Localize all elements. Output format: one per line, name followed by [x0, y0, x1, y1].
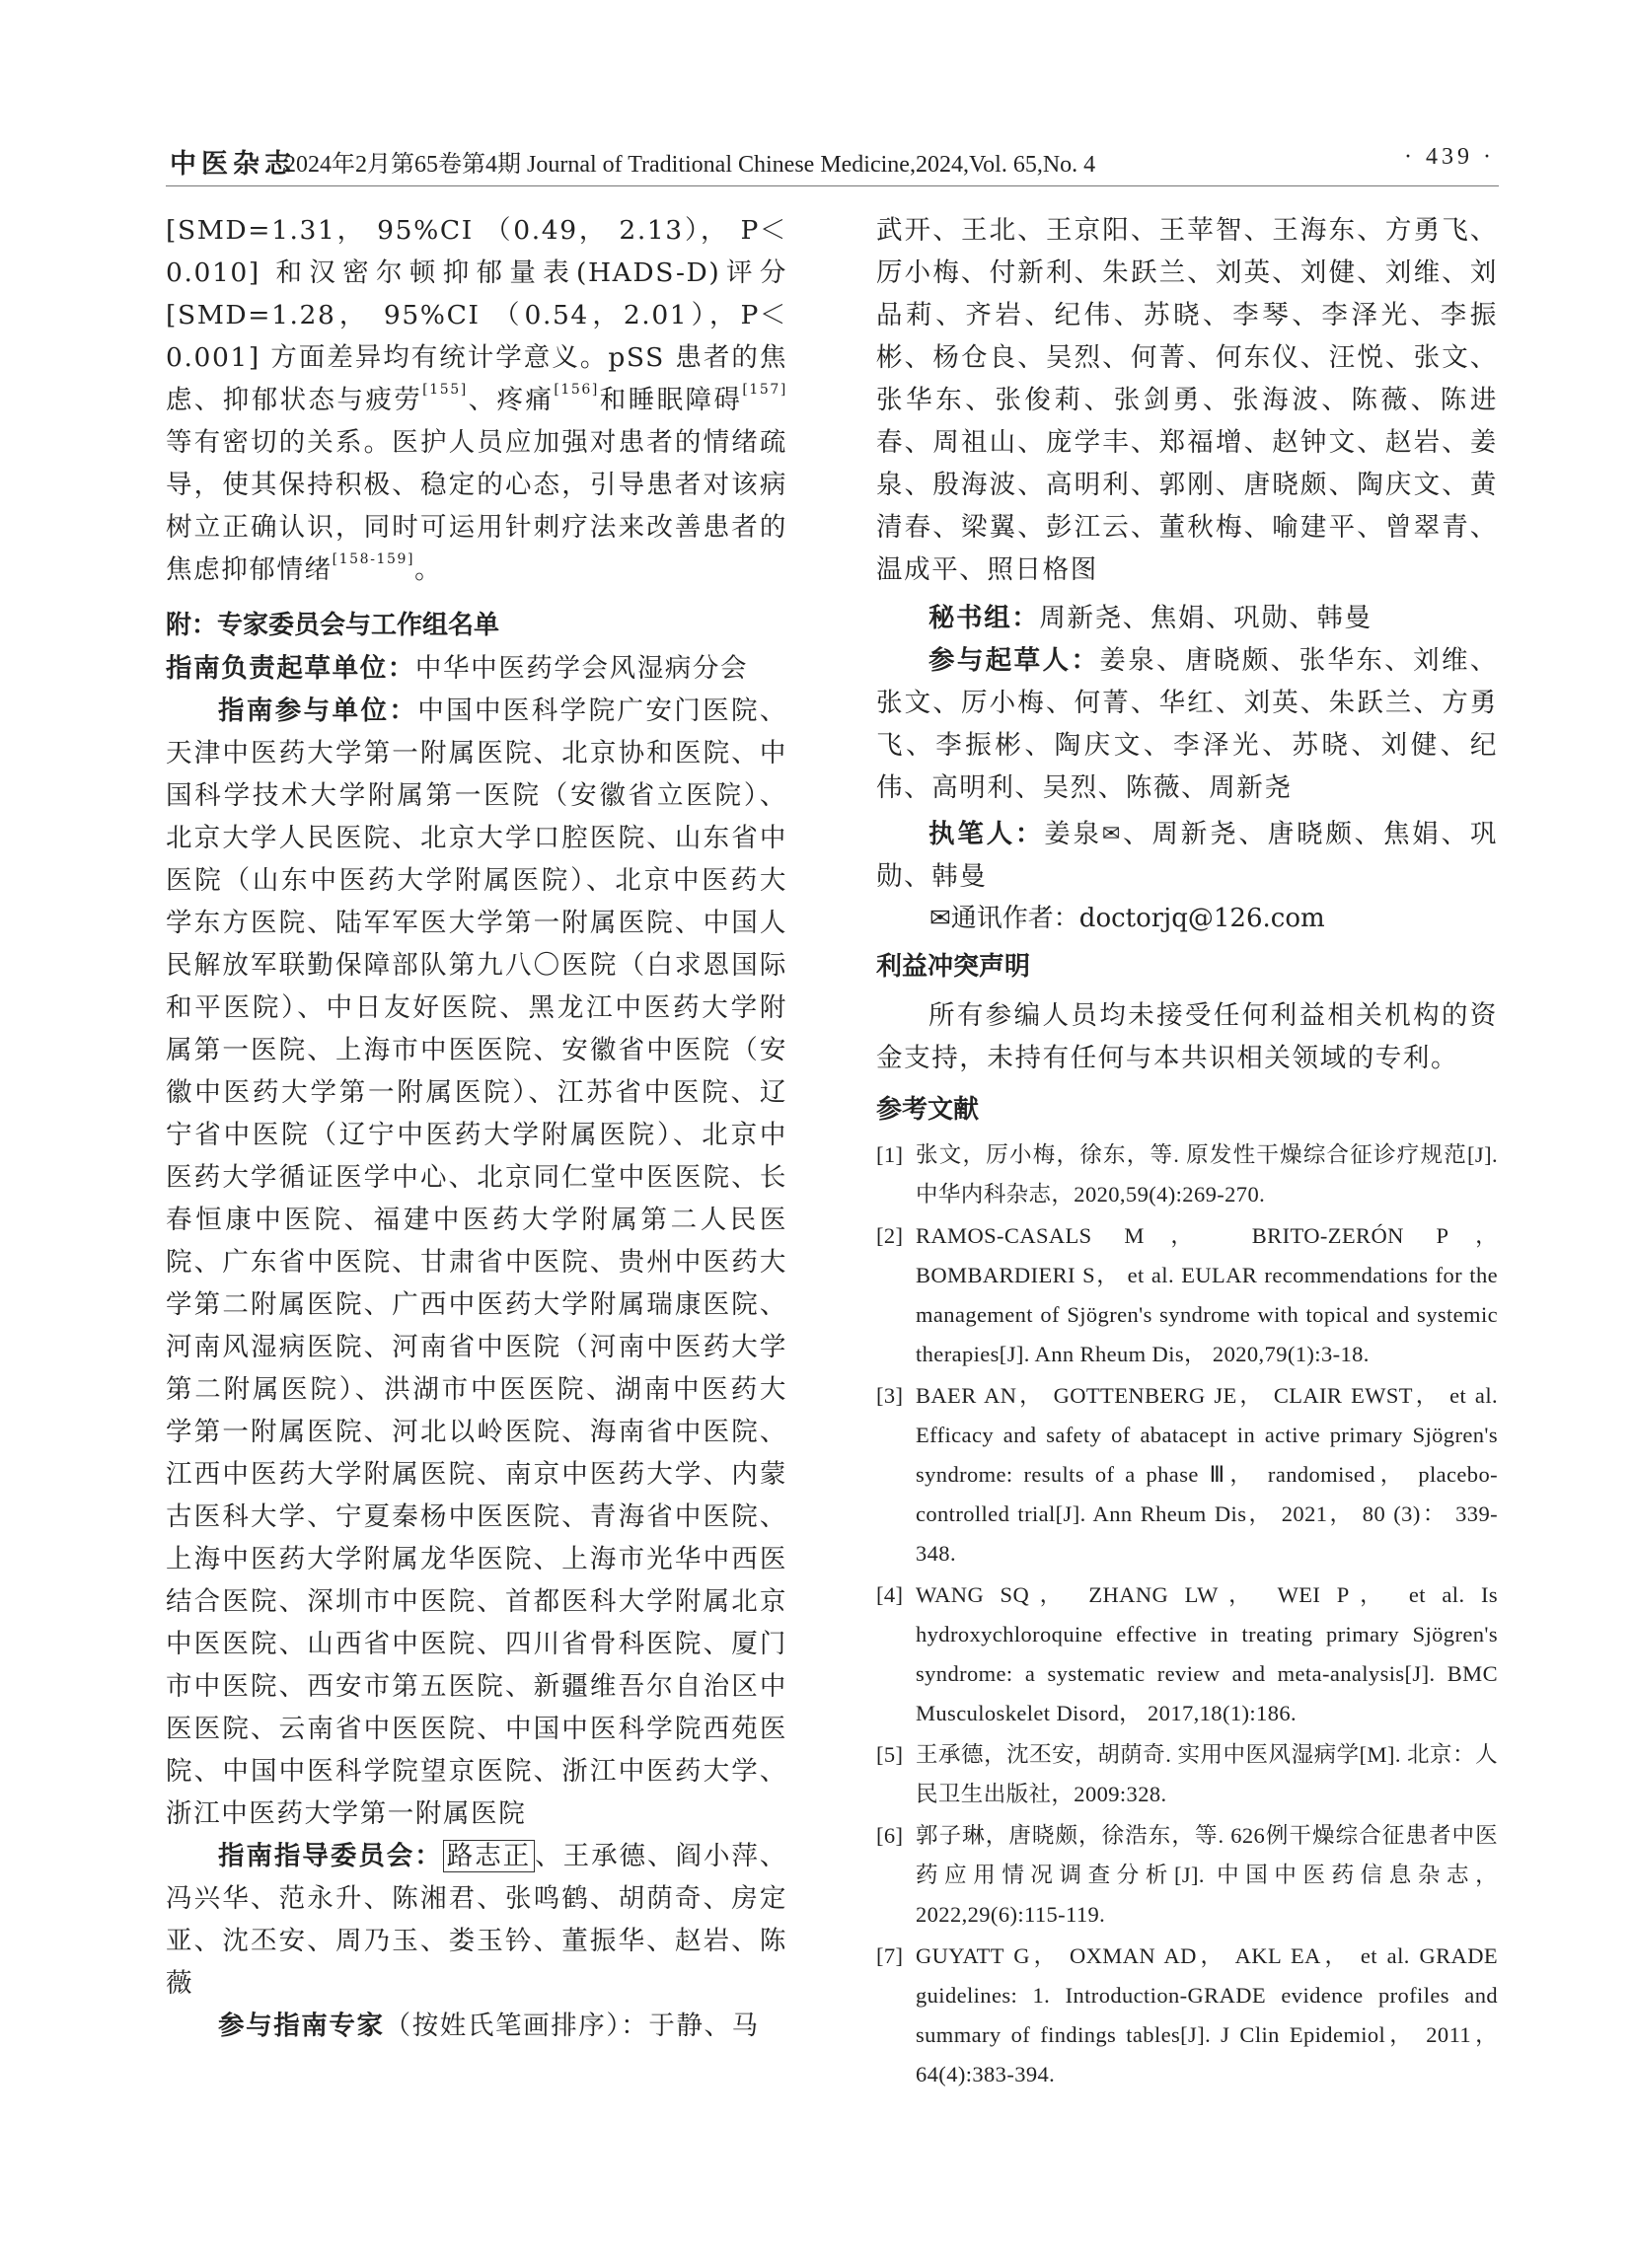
secretary-group — [876, 597, 1498, 639]
reference-text: BAER AN， GOTTENBERG JE， CLAIR EWST， et al. Efficacy and safety of abatacept in active primary Sjögren's syndrome: results of a phase Ⅲ， randomised， placebo-controlled trial[J]. Ann Rheum Dis， 2021， 80 (3)： 339-348. — [916, 1383, 1498, 1566]
reference-text: RAMOS-CASALS M， BRITO-ZERÓN P， BOMBARDIERI S， et al. EULAR recommendations for the management of Sjögren's syndrome with topical and systemic therapies[J]. Ann Rheum Dis， 2020,79(1):3-18. — [916, 1223, 1498, 1366]
expert-list-label: 参与指南专家 — [218, 2011, 385, 2041]
citation-156: [156] — [554, 382, 599, 398]
writers-first: 姜泉 — [1044, 819, 1102, 849]
citation-158-159: [158-159] — [332, 551, 415, 567]
corresponding-author-text: 通讯作者：doctorjq@126.com — [950, 904, 1325, 933]
reference-number: [3] — [876, 1383, 904, 1408]
citation-157: [157] — [742, 382, 787, 398]
expert-list-start — [166, 2005, 787, 2047]
reference-number: [1] — [876, 1142, 904, 1167]
writers — [876, 813, 1498, 898]
participating-units-text: 中国中医科学院广安门医院、天津中医药大学第一附属医院、北京协和医院、中国科学技术大学附属第一医院（安徽省立医院）、北京大学人民医院、北京大学口腔医院、山东省中医院（山东中医药大学附属医院）、北京中医药大学东方医院、陆军军医大学第一附属医院、中国人民解放军联勤保障部队第九八〇医院（白求恩国际和平医院）、中日友好医院、黑龙江中医药大学附属第一医院、上海市中医医院、安徽省中医院（安徽中医药大学第一附属医院）、江苏省中医院、辽宁省中医院（辽宁中医药大学附属医院）、北京中医药大学循证医学中心、北京同仁堂中医医院、长春恒康中医院、福建中医药大学附属第二人民医院、广东省中医院、甘肃省中医院、贵州中医药大学第二附属医院、广西中医药大学附属瑞康医院、河南风湿病医院、河南省中医院（河南中医药大学第二附属医院）、洪湖市中医医院、湖南中医药大学第一附属医院、河北以岭医院、海南省中医院、江西中医药大学附属医院、南京中医药大学、内蒙古医科大学、宁夏秦杨中医医院、青海省中医院、上海中医药大学附属龙华医院、上海市光华中西医结合医院、深圳市中医院、首都医科大学附属北京中医医院、山西省中医院、四川省骨科医院、厦门市中医院、西安市第五医院、新疆维吾尔自治区中医医院、云南省中医医院、中国中医科学院西苑医院、中国中医科学院望京医院、浙江中医药大学、浙江中医药大学第一附属医院 — [166, 695, 787, 1829]
journal-brand: 中医杂志 — [170, 149, 296, 180]
para-text: 、疼痛 — [467, 385, 555, 415]
reference-number: [6] — [876, 1823, 904, 1848]
right-column — [876, 209, 1498, 2096]
coi-text: 所有参编人员均未接受任何利益相关机构的资金支持，未持有任何与本共识相关领域的专利。 — [876, 1000, 1498, 1073]
secretary-group-label: 秘书组： — [928, 603, 1040, 633]
reference-text: GUYATT G， OXMAN AD， AKL EA， et al. GRADE guidelines: 1. Introduction-GRADE evidence profiles and summary of findings tables[J]. J Clin Epidemiol， 2011，64(4):383-394. — [916, 1943, 1498, 2086]
participating-units — [166, 690, 787, 1835]
para-text-end: 。 — [414, 554, 443, 585]
participating-units-label: 指南参与单位： — [218, 695, 418, 726]
drafting-unit-label: 指南负责起草单位： — [166, 653, 415, 684]
coi-title: 利益冲突声明 — [876, 952, 1031, 982]
drafters-label: 参与起草人： — [928, 645, 1100, 676]
citation-155: [155] — [422, 382, 468, 398]
expert-list-continued: 武开、王北、王京阳、王苹智、王海东、方勇飞、厉小梅、付新利、朱跃兰、刘英、刘健、刘维、刘品莉、齐岩、纪伟、苏晓、李琴、李泽光、李振彬、杨仓良、吴烈、何菁、何东仪、汪悦、张文、张华东、张俊莉、张剑勇、张海波、陈薇、陈进春、周祖山、庞学丰、郑福增、赵钟文、赵岩、姜泉、殷海波、高明利、郭刚、唐晓颇、陶庆文、黄清春、梁翼、彭江云、董秋梅、喻建平、曾翠青、温成平、照日格图 — [876, 215, 1498, 585]
reference-number: [5] — [876, 1742, 904, 1767]
reference-item — [876, 1376, 1498, 1573]
reference-item — [876, 1816, 1498, 1935]
expert-list-note: （按姓氏笔画排序）： — [384, 2011, 649, 2041]
steering-committee — [166, 1835, 787, 2005]
reference-item — [876, 1216, 1498, 1374]
reference-number: [4] — [876, 1582, 904, 1607]
reference-item — [876, 1937, 1498, 2094]
reference-number: [2] — [876, 1223, 904, 1248]
boxed-name: 路志正 — [443, 1840, 535, 1872]
para-text: 等有密切的关系。医护人员应加强对患者的情绪疏导，使其保持积极、稳定的心态，引导患者对该病树立正确认识，同时可运用针刺疗法来改善患者的焦虑抑郁情绪 — [166, 427, 787, 585]
journal-issue-line: 2024年2月第65卷第4期 Journal of Traditional Chinese Medicine,2024,Vol. 65,No. 4 — [284, 152, 1096, 178]
corresponding-author — [929, 898, 1498, 940]
envelope-icon: ✉ — [1101, 822, 1122, 846]
writers-label: 执笔人： — [928, 819, 1045, 849]
reference-item — [876, 1135, 1498, 1214]
para-text-start: [SMD=1.31， 95%CI （0.49， 2.13）， P＜0.010] 和汉密尔顿抑郁量表(HADS-D)评分 [SMD=1.28， 95%CI （0.54，2.01），P＜0.001] 方面差异均有统计学意义。pSS 患者的焦虑、抑郁状态与疲劳 — [166, 215, 787, 415]
appendix-title: 附：专家委员会与工作组名单 — [166, 611, 500, 640]
reference-number: [7] — [876, 1943, 904, 1968]
statistics-paragraph — [166, 209, 787, 591]
reference-item — [876, 1575, 1498, 1733]
steering-committee-text: 、王承德、阎小萍、冯兴华、范永升、陈湘君、张鸣鹤、胡荫奇、房定亚、沈丕安、周乃玉、娄玉钤、董振华、赵岩、陈薇 — [166, 1841, 787, 1999]
page-number: · 439 · — [1404, 144, 1495, 170]
reference-text: 王承德，沈丕安，胡荫奇. 实用中医风湿病学[M]. 北京：人民卫生出版社，2009:328. — [916, 1742, 1498, 1806]
drafting-unit — [166, 647, 787, 690]
reference-text: WANG SQ， ZHANG LW， WEI P， et al. Is hydroxychloroquine effective in treating primary Sjögren's syndrome: a systematic review and meta-analysis[J]. BMC Musculoskelet Disord， 2017,18(1):186. — [916, 1582, 1498, 1725]
running-header — [166, 136, 1499, 186]
left-column — [166, 209, 787, 2047]
writers-text: 、周新尧、唐晓颇、焦娟、巩勋、韩曼 — [876, 819, 1498, 892]
references-title: 参考文献 — [876, 1095, 980, 1125]
drafters-text: 姜泉、唐晓颇、张华东、刘维、张文、厉小梅、何菁、华红、刘英、朱跃兰、方勇飞、李振彬、陶庆文、李泽光、苏晓、刘健、纪伟、高明利、吴烈、陈薇、周新尧 — [876, 645, 1498, 803]
reference-item — [876, 1735, 1498, 1814]
reference-text: 张文，厉小梅，徐东，等. 原发性干燥综合征诊疗规范[J]. 中华内科杂志，2020,59(4):269-270. — [916, 1142, 1498, 1207]
reference-list — [876, 1135, 1498, 2094]
expert-list-text: 于静、马 — [648, 2011, 760, 2041]
reference-text: 郭子琳，唐晓颇，徐浩东，等. 626例干燥综合征患者中医药应用情况调查分析[J]. 中国中医药信息杂志，2022,29(6):115-119. — [916, 1823, 1498, 1927]
para-text: 和睡眠障碍 — [599, 385, 743, 415]
envelope-icon: ✉ — [929, 904, 951, 933]
secretary-group-text: 周新尧、焦娟、巩勋、韩曼 — [1039, 603, 1372, 633]
steering-committee-label: 指南指导委员会： — [218, 1841, 443, 1871]
drafters — [876, 639, 1498, 809]
drafting-unit-text: 中华中医药学会风湿病分会 — [414, 653, 749, 684]
